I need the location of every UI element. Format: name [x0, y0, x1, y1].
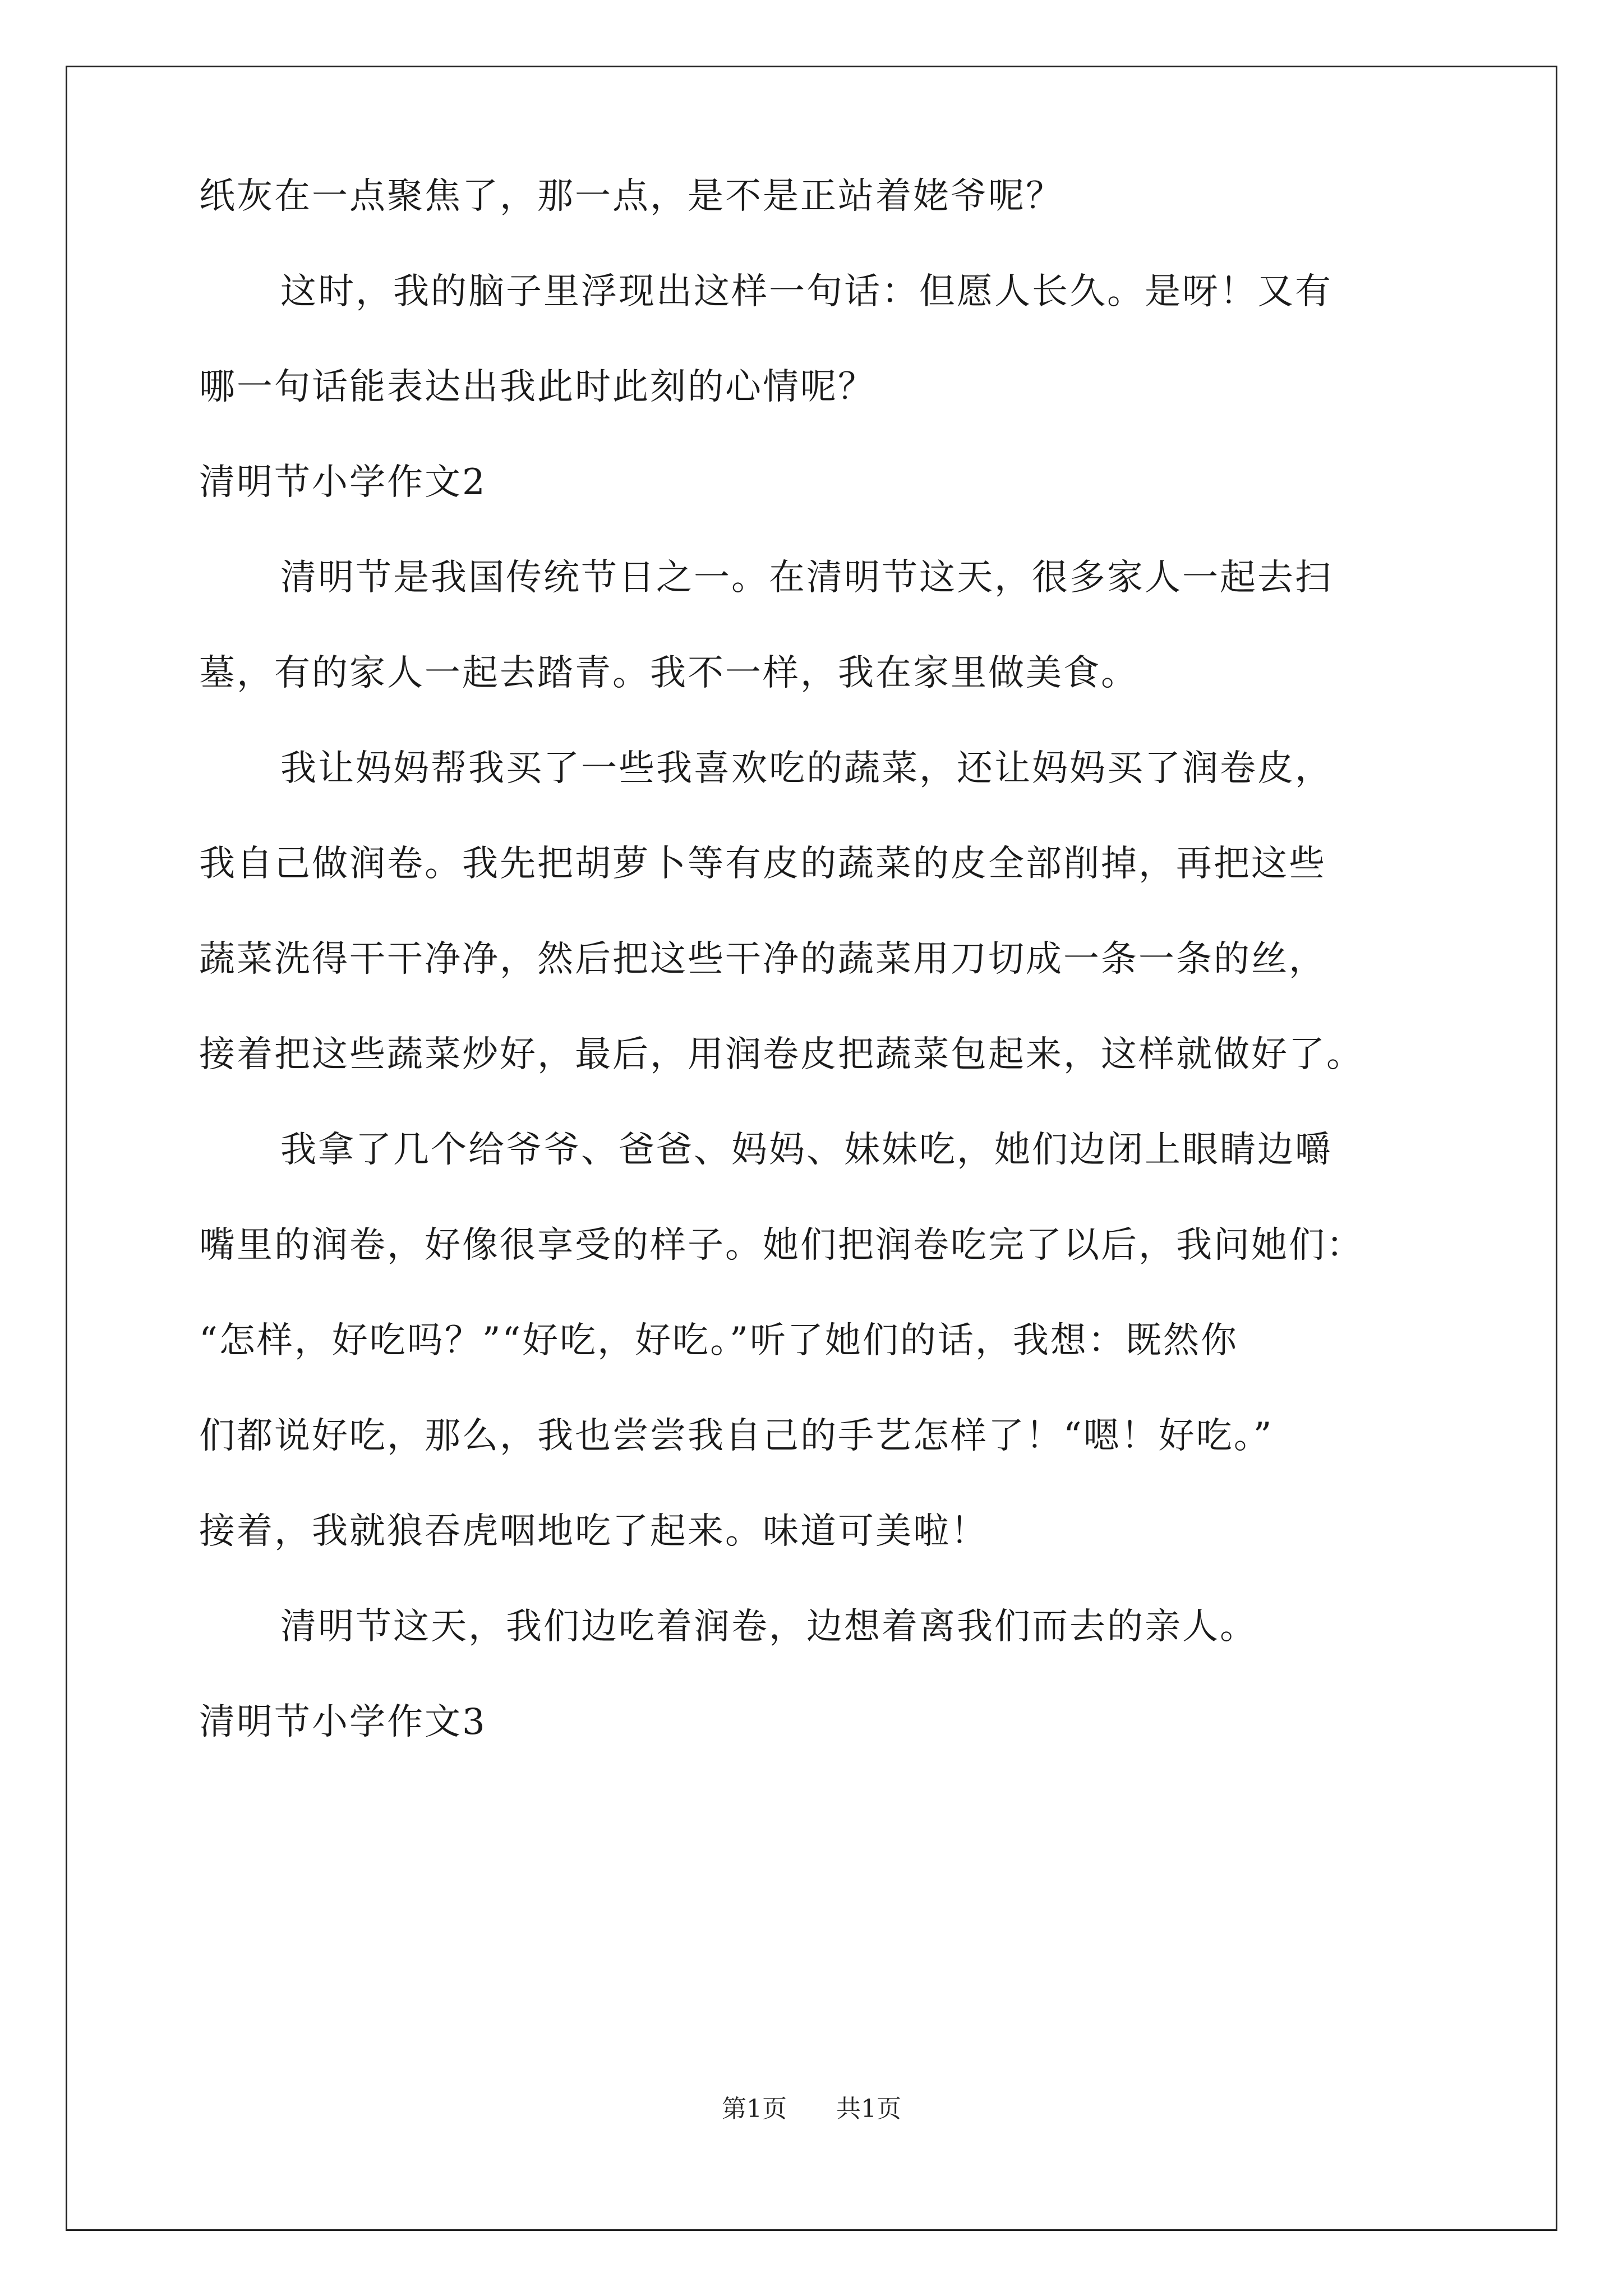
- text-line: 我拿了几个给爷爷、爸爸、妈妈、妹妹吃，她们边闭上眼睛边嚼: [280, 1129, 1332, 1171]
- page-footer: [0, 2092, 1623, 2126]
- document-body: [199, 168, 1489, 1750]
- text-line: 清明节这天，我们边吃着润卷，边想着离我们而去的亲人。: [280, 1606, 1257, 1648]
- text-line: 嘴里的润卷，好像很享受的样子。她们把润卷吃完了以后，我问她们：: [199, 1225, 1364, 1266]
- text-line: 们都说好吃，那么，我也尝尝我自己的手艺怎样了！“嗯！好吃。”: [199, 1415, 1274, 1457]
- text-line: 墓，有的家人一起去踏青。我不一样，我在家里做美食。: [199, 652, 1138, 694]
- text-line: 接着把这些蔬菜炒好，最后，用润卷皮把蔬菜包起来，这样就做好了。: [199, 1034, 1364, 1075]
- text-line: 接着，我就狼吞虎咽地吃了起来。味道可美啦！: [199, 1511, 988, 1552]
- text-line: 纸灰在一点聚焦了，那一点，是不是正站着姥爷呢？: [199, 176, 1063, 217]
- text-line: 这时，我的脑子里浮现出这样一句话：但愿人长久。是呀！又有: [280, 271, 1332, 312]
- text-line: 我自己做润卷。我先把胡萝卜等有皮的蔬菜的皮全部削掉，再把这些: [199, 843, 1326, 885]
- page-number: 第1页: [722, 2095, 787, 2123]
- text-line: “怎样，好吃吗？”“好吃，好吃。”听了她们的话，我想：既然你: [199, 1320, 1238, 1361]
- text-line: 哪一句话能表达出我此时此刻的心情呢？: [199, 366, 875, 408]
- text-line: 蔬菜洗得干干净净，然后把这些干净的蔬菜用刀切成一条一条的丝，: [199, 938, 1326, 980]
- text-line: 清明节是我国传统节日之一。在清明节这天，很多家人一起去扫: [280, 557, 1332, 599]
- page-total: 共1页: [836, 2095, 901, 2123]
- text-line: 我让妈妈帮我买了一些我喜欢吃的蔬菜，还让妈妈买了润卷皮，: [280, 748, 1332, 789]
- section-heading: 清明节小学作文3: [199, 1701, 487, 1743]
- section-heading: 清明节小学作文2: [199, 462, 487, 503]
